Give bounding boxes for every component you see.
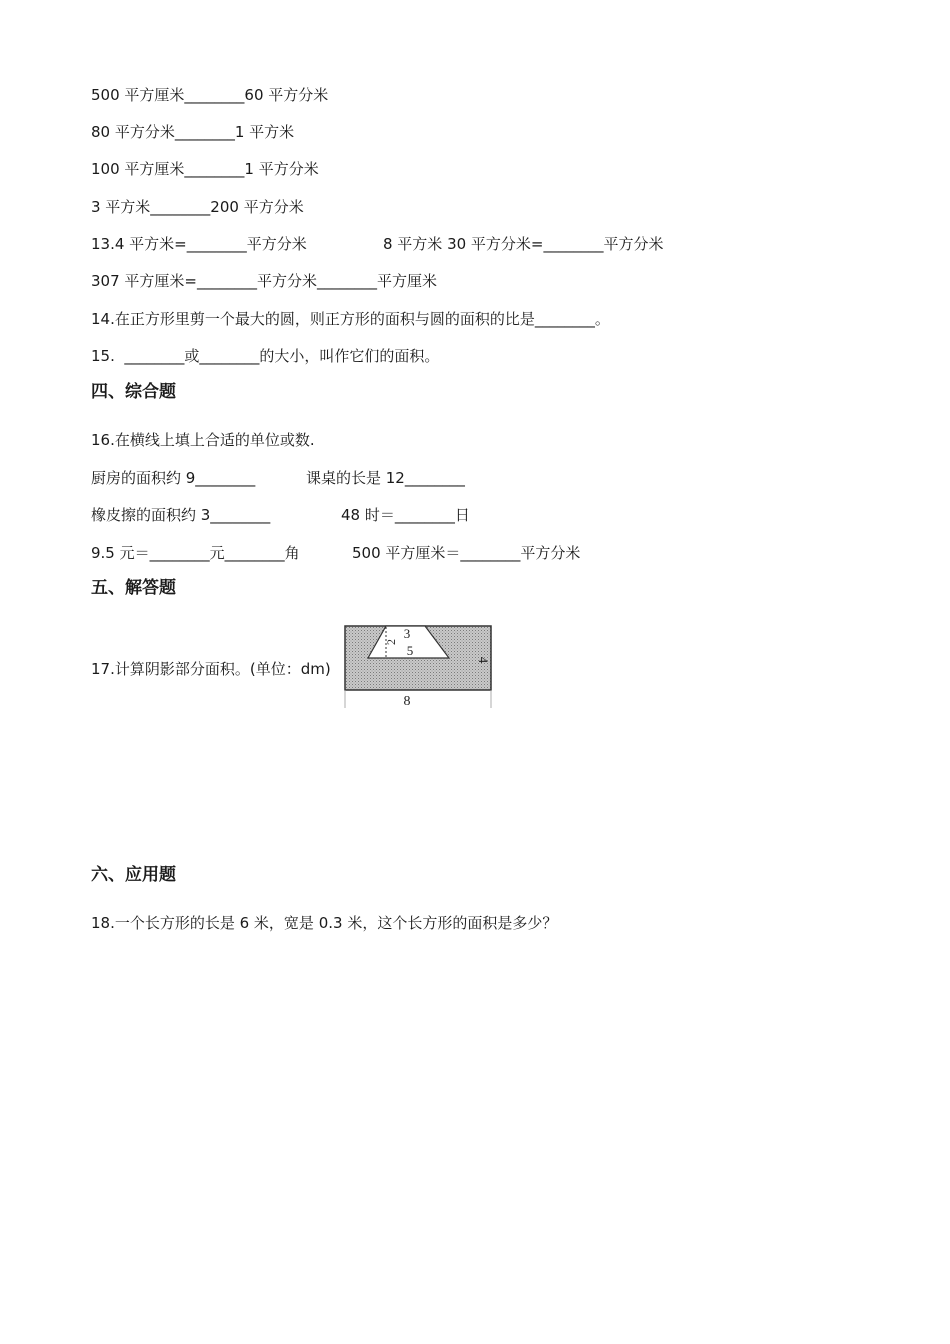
conversion-line-5a: 13.4 平方米=________平方分米	[91, 235, 307, 253]
conversion-line-6: 307 平方厘米=________平方分米________平方厘米	[91, 272, 437, 290]
question-18: 18.一个长方形的长是 6 米，宽是 0.3 米，这个长方形的面积是多少？	[91, 914, 558, 932]
q16-row-3-right: 500 平方厘米＝________平方分米	[352, 544, 581, 562]
label-top-base: 3	[403, 626, 411, 641]
section-5-heading: 五、解答题	[91, 578, 176, 598]
label-rect-width: 8	[403, 694, 411, 708]
label-rect-height: 4	[476, 656, 491, 664]
question-17: 17.计算阴影部分面积。(单位：dm)	[91, 660, 331, 678]
question-14: 14.在正方形里剪一个最大的圆，则正方形的面积与圆的面积的比是________。	[91, 310, 610, 328]
conversion-line-4: 3 平方米________200 平方分米	[91, 198, 304, 216]
conversion-line-1: 500 平方厘米________60 平方分米	[91, 86, 329, 104]
question-16: 16.在横线上填上合适的单位或数.	[91, 431, 315, 449]
section-6-heading: 六、应用题	[91, 865, 176, 885]
q16-row-2-right: 48 时＝________日	[341, 506, 470, 524]
conversion-line-2: 80 平方分米________1 平方米	[91, 123, 295, 141]
q16-row-1-left: 厨房的面积约 9________	[91, 469, 256, 487]
label-bottom-base: 5	[406, 643, 414, 658]
q16-row-2-left: 橡皮擦的面积约 3________	[91, 506, 271, 524]
section-4-heading: 四、综合题	[91, 382, 176, 402]
q16-row-3-left: 9.5 元＝________元________角	[91, 544, 300, 562]
q16-row-1-right: 课桌的长是 12________	[306, 469, 465, 487]
question-15: 15. ________或________的大小，叫作它们的面积。	[91, 347, 440, 365]
shaded-area-figure	[343, 624, 495, 708]
label-height: 2	[384, 639, 398, 645]
conversion-line-3: 100 平方厘米________1 平方分米	[91, 160, 319, 178]
conversion-line-5b: 8 平方米 30 平方分米=________平方分米	[383, 235, 664, 253]
